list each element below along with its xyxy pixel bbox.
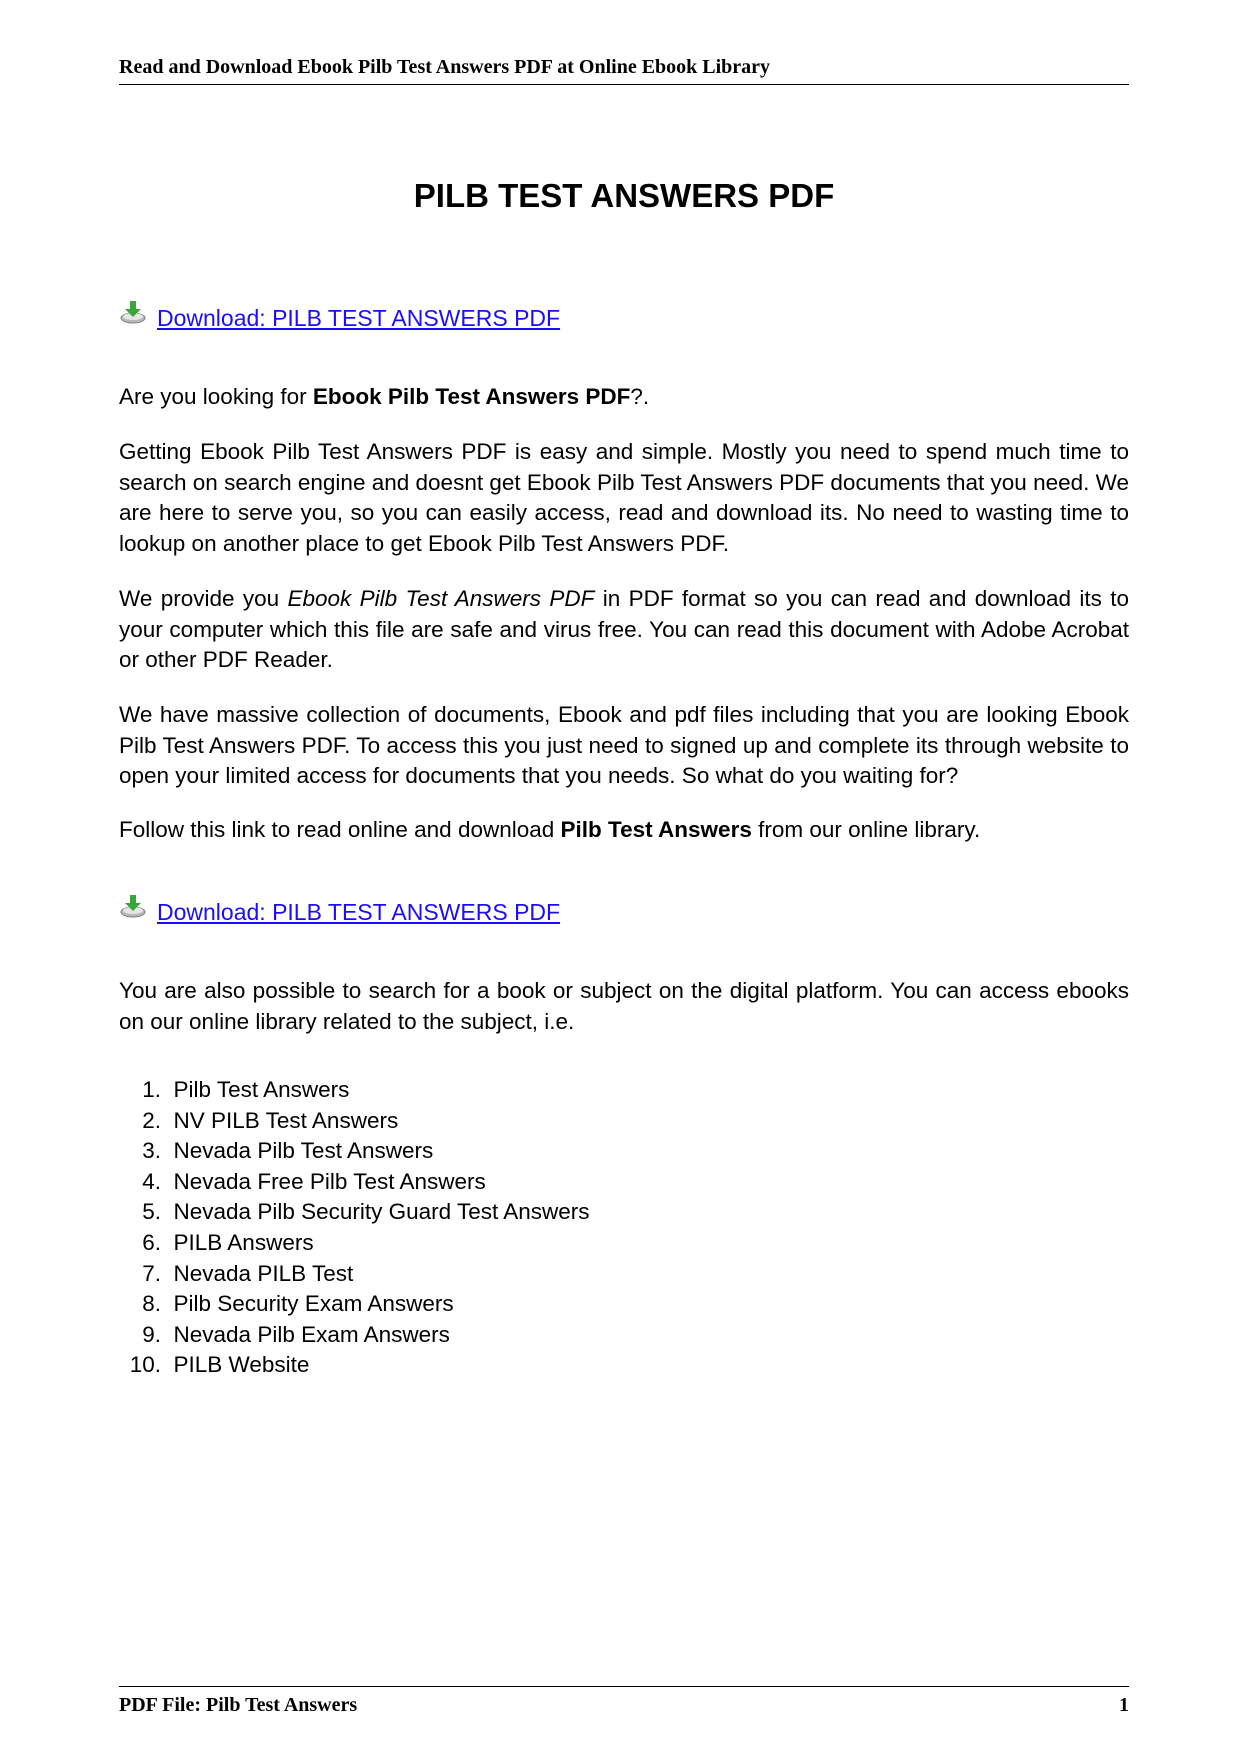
list-item	[119, 1289, 1129, 1320]
list-item	[119, 1259, 1129, 1290]
list-item	[119, 1228, 1129, 1259]
page-title: PILB TEST ANSWERS PDF	[413, 177, 835, 214]
download-link-bottom[interactable]	[119, 897, 560, 927]
list-item-number: 7.	[142, 1260, 161, 1286]
list-item-text: Pilb Test Answers	[173, 1077, 350, 1102]
list-item	[119, 1197, 1129, 1228]
list-item-number: 4.	[142, 1168, 161, 1194]
list-item	[119, 1106, 1129, 1137]
list-item	[119, 1136, 1129, 1167]
intro-prefix: Are you looking for	[119, 384, 313, 409]
page-footer	[119, 1686, 1129, 1717]
p4-prefix: Follow this link to read online and download	[119, 817, 561, 842]
intro-suffix: ?.	[630, 384, 650, 409]
download-link-top[interactable]	[119, 303, 560, 333]
list-item-gap	[161, 1167, 174, 1198]
list-item-text: Nevada PILB Test	[173, 1260, 354, 1286]
list-item-text: Nevada Pilb Security Guard Test Answers	[173, 1199, 590, 1225]
list-item-gap	[161, 1320, 174, 1351]
download-icon	[119, 892, 147, 920]
list-item-text: Nevada Pilb Exam Answers	[173, 1321, 450, 1347]
list-item-text: PILB Answers	[173, 1229, 314, 1255]
intro-paragraph	[119, 382, 1129, 413]
list-item-text: Nevada Free Pilb Test Answers	[173, 1168, 486, 1194]
download-icon	[119, 298, 147, 326]
paragraph-5: You are also possible to search for a book or subject on the digital platform. You can access ebooks on our online library related to the subject, i.e.	[119, 978, 1129, 1034]
download-link[interactable]: Download: PILB TEST ANSWERS PDF	[157, 305, 561, 331]
footer-page-number: 1	[1119, 1694, 1129, 1716]
list-item-number: 10.	[129, 1352, 161, 1378]
list-item-gap	[161, 1259, 174, 1290]
page-header	[119, 56, 1129, 85]
list-item-gap	[161, 1106, 174, 1137]
list-item-number: 3.	[142, 1138, 161, 1164]
list-item-gap	[161, 1136, 174, 1167]
list-item-number: 1.	[142, 1077, 161, 1102]
list-item-number: 6.	[142, 1229, 161, 1255]
related-list	[119, 1075, 1129, 1381]
p4-bold: Pilb Test Answers	[560, 817, 752, 842]
list-item-text: PILB Website	[173, 1352, 310, 1378]
list-item	[119, 1320, 1129, 1351]
list-item-gap	[161, 1075, 174, 1106]
list-item-number: 5.	[142, 1199, 161, 1225]
paragraph-4	[119, 815, 1129, 846]
download-link[interactable]: Download: PILB TEST ANSWERS PDF	[157, 899, 561, 925]
list-item-gap	[161, 1197, 174, 1228]
list-item-text: NV PILB Test Answers	[173, 1107, 399, 1133]
header-text: Read and Download Ebook Pilb Test Answers PDF at Online Ebook Library	[119, 56, 771, 78]
list-item-number: 9.	[142, 1321, 161, 1347]
p2-suffix: in PDF format so you can read and download its to your computer which this file are safe and virus free. You can read this document with Adobe Acrobat or other PDF Reader.	[119, 586, 1129, 672]
list-item-text: Nevada Pilb Test Answers	[173, 1138, 434, 1164]
paragraph-3: We have massive collection of documents, Ebook and pdf files including that you are looking Ebook Pilb Test Answers PDF. To access this you just need to signed up and complete its through website to open your limited access for documents that you needs. So what do you waiting for?	[119, 702, 1129, 788]
p4-suffix: from our online library.	[751, 817, 981, 842]
paragraph-2	[119, 584, 1129, 676]
list-item	[119, 1350, 1129, 1381]
p2-prefix: We provide you	[119, 586, 288, 611]
paragraph-1: Getting Ebook Pilb Test Answers PDF is easy and simple. Mostly you need to spend much time to search on search engine and doesnt get Ebook Pilb Test Answers PDF documents that you need. We are here to serve you, so you can easily access, read and download its. No need to wasting time to lookup on another place to get Ebook Pilb Test Answers PDF.	[119, 439, 1129, 556]
list-item	[119, 1075, 1129, 1106]
intro-bold: Ebook Pilb Test Answers PDF	[312, 384, 631, 409]
list-item-number: 8.	[142, 1291, 161, 1317]
p2-italic: Ebook Pilb Test Answers PDF	[287, 586, 595, 611]
footer-filename: PDF File: Pilb Test Answers	[119, 1694, 358, 1716]
list-item	[119, 1167, 1129, 1198]
list-item-gap	[161, 1289, 174, 1320]
list-item-number: 2.	[142, 1107, 161, 1133]
list-item-text: Pilb Security Exam Answers	[173, 1291, 454, 1317]
list-item-gap	[161, 1228, 174, 1259]
list-item-gap	[161, 1350, 174, 1381]
